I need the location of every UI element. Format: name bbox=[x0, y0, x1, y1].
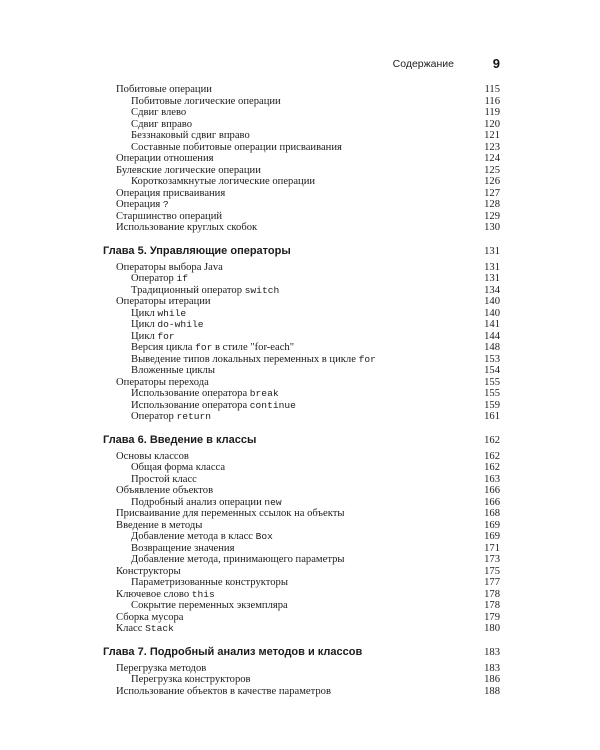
toc-subsection-entry bbox=[103, 462, 500, 474]
entry-title: Побитовые логические операции bbox=[131, 95, 281, 107]
entry-page: 128 bbox=[484, 199, 500, 210]
entry-title: Использование оператора bbox=[131, 388, 250, 399]
entry-page: 159 bbox=[484, 399, 500, 411]
entry-title: Общая форма класса bbox=[131, 462, 226, 473]
toc-subsection-entry bbox=[103, 531, 500, 543]
toc-section-entry bbox=[103, 663, 500, 675]
toc-subsection-entry bbox=[103, 577, 500, 589]
entry-title: Сдвиг вправо bbox=[131, 118, 193, 130]
entry-code-keyword: new bbox=[264, 496, 282, 508]
entry-code-keyword: ? bbox=[162, 199, 169, 210]
entry-code-keyword: continue bbox=[249, 399, 296, 411]
entry-code-keyword: do-while bbox=[157, 319, 204, 330]
toc-section-entry bbox=[103, 84, 500, 96]
entry-page: 140 bbox=[484, 296, 500, 307]
toc-section-entry bbox=[103, 262, 500, 274]
toc-subsection-entry bbox=[103, 674, 500, 686]
entry-page: 179 bbox=[484, 611, 500, 623]
entry-title: Основы классов bbox=[116, 450, 189, 462]
entry-page: 116 bbox=[484, 95, 500, 107]
toc-chapter-heading bbox=[103, 645, 500, 660]
entry-page: 186 bbox=[484, 674, 500, 685]
entry-page: 183 bbox=[484, 662, 500, 674]
entry-page: 148 bbox=[484, 342, 500, 353]
toc-subsection-entry bbox=[103, 130, 500, 142]
toc-section-entry bbox=[103, 589, 500, 601]
entry-title: Сокрытие переменных экземпляра bbox=[131, 600, 288, 611]
entry-page: 141 bbox=[484, 319, 500, 330]
toc-section-entry bbox=[103, 508, 500, 520]
toc-subsection-entry bbox=[103, 331, 500, 343]
entry-title: Объявление объектов bbox=[116, 485, 214, 496]
entry-title: Возвращение значения bbox=[131, 542, 235, 554]
entry-page: 154 bbox=[484, 365, 500, 376]
entry-title: Введение в методы bbox=[116, 519, 203, 531]
toc-section-entry bbox=[103, 222, 500, 234]
toc-subsection-entry bbox=[103, 400, 500, 412]
entry-page: 124 bbox=[484, 153, 500, 164]
toc-section-entry bbox=[103, 451, 500, 463]
entry-page: 171 bbox=[484, 542, 500, 554]
toc-subsection-entry bbox=[103, 308, 500, 320]
entry-code-keyword: Stack bbox=[145, 623, 174, 634]
entry-title: Использование круглых скобок bbox=[116, 222, 258, 233]
entry-page: 175 bbox=[484, 565, 500, 577]
entry-page: 115 bbox=[484, 84, 500, 95]
entry-title: Операторы итерации bbox=[116, 296, 211, 307]
entry-title: Добавление метода в класс bbox=[131, 531, 256, 542]
entry-title: Оператор bbox=[131, 273, 177, 284]
entry-page: 119 bbox=[484, 107, 500, 118]
entry-title: Перегрузка методов bbox=[116, 662, 207, 674]
toc-subsection-entry bbox=[103, 600, 500, 612]
toc-subsection-entry bbox=[103, 176, 500, 188]
entry-title: Подробный анализ операции bbox=[131, 496, 265, 508]
toc-subsection-entry bbox=[103, 365, 500, 377]
entry-page: 177 bbox=[484, 577, 500, 588]
entry-title-tail: в стиле "for-each" bbox=[212, 342, 295, 353]
entry-page: 166 bbox=[484, 485, 500, 496]
entry-title: Выведение типов локальных переменных в цикле bbox=[131, 353, 359, 365]
entry-title: Цикл bbox=[131, 330, 158, 342]
entry-page: 153 bbox=[484, 353, 500, 365]
entry-title: Добавление метода, принимающего параметры bbox=[131, 554, 345, 565]
toc-subsection-entry bbox=[103, 285, 500, 297]
toc-subsection-entry bbox=[103, 142, 500, 154]
entry-title: Присваивание для переменных ссылок на объекты bbox=[116, 508, 345, 519]
toc-section-entry bbox=[103, 296, 500, 308]
entry-page: 131 bbox=[484, 261, 500, 273]
entry-code-keyword: while bbox=[157, 307, 187, 319]
entry-title: Беззнаковый сдвиг вправо bbox=[131, 130, 250, 141]
toc-section-entry bbox=[103, 520, 500, 532]
entry-title: Булевские логические операции bbox=[116, 164, 261, 176]
toc-section-entry bbox=[103, 188, 500, 200]
entry-page: 162 bbox=[484, 450, 500, 462]
entry-code-keyword: break bbox=[249, 388, 279, 399]
chapter-page: 162 bbox=[484, 434, 500, 446]
toc-section-entry bbox=[103, 623, 500, 635]
toc-group bbox=[103, 645, 500, 698]
toc-subsection-entry bbox=[103, 554, 500, 566]
entry-title: Ключевое слово bbox=[116, 588, 192, 600]
toc-subsection-entry bbox=[103, 273, 500, 285]
entry-title: Версия цикла bbox=[131, 342, 196, 353]
header-title: Содержание bbox=[392, 58, 454, 70]
running-header bbox=[103, 56, 500, 72]
entry-title: Класс bbox=[116, 623, 146, 634]
entry-page: 155 bbox=[484, 376, 500, 388]
entry-page: 162 bbox=[484, 462, 500, 473]
entry-code-keyword: return bbox=[176, 411, 212, 422]
entry-page: 126 bbox=[484, 176, 500, 187]
entry-title: Старшинство операций bbox=[116, 210, 223, 222]
entry-title: Сдвиг влево bbox=[131, 107, 187, 118]
entry-page: 123 bbox=[484, 141, 500, 153]
entry-code-keyword: Box bbox=[255, 531, 273, 542]
entry-title: Сборка мусора bbox=[116, 611, 184, 623]
entry-title: Операции отношения bbox=[116, 153, 214, 164]
entry-page: 131 bbox=[484, 273, 500, 284]
toc-section-entry bbox=[103, 211, 500, 223]
entry-page: 121 bbox=[484, 130, 500, 141]
toc-subsection-entry bbox=[103, 107, 500, 119]
entry-title: Цикл bbox=[131, 319, 158, 330]
chapter-title: Глава 6. Введение в классы bbox=[103, 433, 257, 446]
toc-chapter-heading bbox=[103, 244, 500, 259]
entry-code-keyword: for bbox=[157, 330, 175, 342]
toc-section-entry bbox=[103, 165, 500, 177]
entry-page: 130 bbox=[484, 222, 500, 233]
entry-page: 188 bbox=[484, 685, 500, 697]
entry-title: Простой класс bbox=[131, 473, 197, 485]
entry-page: 173 bbox=[484, 554, 500, 565]
entry-page: 178 bbox=[484, 600, 500, 611]
entry-title: Составные побитовые операции присваивания bbox=[131, 141, 342, 153]
toc-subsection-entry bbox=[103, 411, 500, 423]
entry-title: Использование объектов в качестве параметров bbox=[116, 685, 331, 697]
toc-group bbox=[103, 84, 500, 234]
entry-page: 129 bbox=[484, 210, 500, 222]
entry-title: Операторы перехода bbox=[116, 376, 209, 388]
entry-page: 144 bbox=[484, 330, 500, 342]
table-of-contents bbox=[103, 84, 500, 707]
toc-section-entry bbox=[103, 153, 500, 165]
entry-page: 120 bbox=[484, 118, 500, 130]
toc-subsection-entry bbox=[103, 543, 500, 555]
entry-title: Короткозамкнутые логические операции bbox=[131, 176, 316, 187]
entry-page: 169 bbox=[484, 519, 500, 531]
entry-page: 140 bbox=[484, 307, 500, 319]
entry-title: Оператор bbox=[131, 411, 177, 422]
entry-page: 166 bbox=[484, 496, 500, 508]
toc-subsection-entry bbox=[103, 474, 500, 486]
toc-section-entry bbox=[103, 485, 500, 497]
toc-subsection-entry bbox=[103, 354, 500, 366]
entry-page: 125 bbox=[484, 164, 500, 176]
toc-subsection-entry bbox=[103, 342, 500, 354]
entry-code-keyword: switch bbox=[244, 284, 280, 296]
toc-subsection-entry bbox=[103, 497, 500, 509]
entry-title: Цикл bbox=[131, 307, 158, 319]
toc-subsection-entry bbox=[103, 119, 500, 131]
toc-section-entry bbox=[103, 199, 500, 211]
entry-code-keyword: this bbox=[191, 588, 215, 600]
entry-title: Операторы выбора Java bbox=[116, 261, 223, 273]
toc-section-entry bbox=[103, 566, 500, 578]
entry-code-keyword: for bbox=[195, 342, 213, 353]
chapter-title: Глава 5. Управляющие операторы bbox=[103, 244, 291, 257]
entry-page: 180 bbox=[484, 623, 500, 634]
entry-page: 168 bbox=[484, 508, 500, 519]
toc-subsection-entry bbox=[103, 319, 500, 331]
entry-title: Традиционный оператор bbox=[131, 284, 245, 296]
entry-page: 178 bbox=[484, 588, 500, 600]
toc-group bbox=[103, 433, 500, 635]
toc-section-entry bbox=[103, 377, 500, 389]
entry-title: Конструкторы bbox=[116, 565, 181, 577]
entry-code-keyword: if bbox=[176, 273, 188, 284]
toc-section-entry bbox=[103, 686, 500, 698]
chapter-page: 131 bbox=[484, 245, 500, 257]
entry-page: 134 bbox=[484, 284, 500, 296]
entry-title: Вложенные циклы bbox=[131, 365, 215, 376]
entry-title: Использование оператора bbox=[131, 399, 250, 411]
entry-title: Операция присваивания bbox=[116, 187, 226, 199]
entry-title: Побитовые операции bbox=[116, 84, 212, 95]
toc-chapter-heading bbox=[103, 433, 500, 448]
entry-page: 155 bbox=[484, 388, 500, 399]
entry-title: Параметризованные конструкторы bbox=[131, 577, 288, 588]
header-page-number: 9 bbox=[492, 56, 500, 71]
entry-page: 169 bbox=[484, 531, 500, 542]
chapter-page: 183 bbox=[484, 646, 500, 658]
entry-page: 127 bbox=[484, 187, 500, 199]
entry-code-keyword: for bbox=[358, 353, 376, 365]
toc-group bbox=[103, 244, 500, 423]
entry-title: Перегрузка конструкторов bbox=[131, 674, 251, 685]
toc-section-entry bbox=[103, 612, 500, 624]
toc-subsection-entry bbox=[103, 96, 500, 108]
toc-subsection-entry bbox=[103, 388, 500, 400]
chapter-title: Глава 7. Подробный анализ методов и классов bbox=[103, 645, 363, 658]
entry-page: 161 bbox=[484, 411, 500, 422]
entry-title: Операция bbox=[116, 199, 163, 210]
entry-page: 163 bbox=[484, 473, 500, 485]
